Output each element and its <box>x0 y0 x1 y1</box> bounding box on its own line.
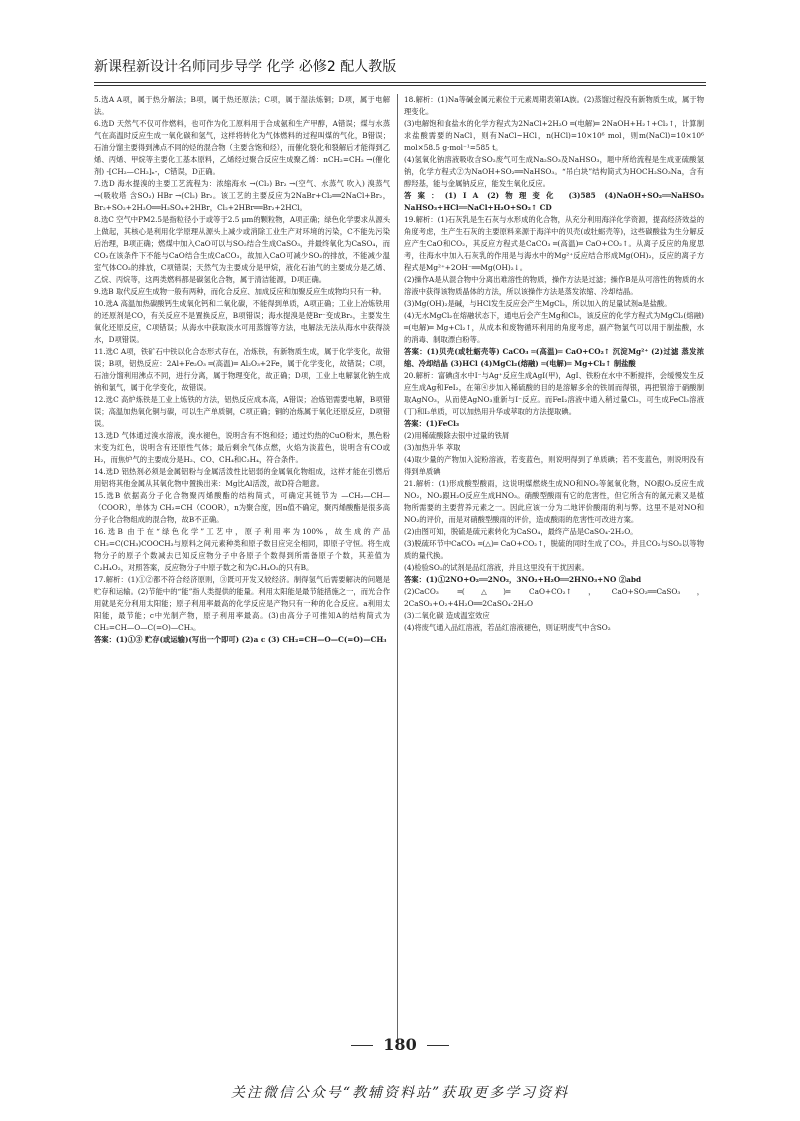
answer-item-15: 15.选B 依据高分子化合物聚丙烯酸酯的结构简式，可确定其链节为 —CH₂—CH—（COOR），单体为 CH₂=CH（COOR），n为聚合度，因n值不确定，聚丙烯酸酯是很多高分子化合物组成的混合物，故B不正确。 <box>94 491 390 524</box>
page-number <box>0 1035 800 1054</box>
right-column <box>404 94 704 634</box>
answer-item-21-answer-2: (2)CaCO₃ ═(△)═ CaO+CO₂↑，CaO+SO₂══CaSO₃，2CaSO₃+O₂+4H₂O══2CaSO₄·2H₂O <box>404 587 704 608</box>
page-number-dash-left <box>351 1045 373 1046</box>
answer-item-21-answer-4: (4)将废气通入品红溶液，若品红溶液褪色，则证明废气中含SO₂ <box>404 623 611 632</box>
answer-item-19-analysis: 19.解析：(1)石灰乳是生石灰与水形成的化合物，从充分利用海洋化学资源，提高经济效益的角度考虑，生产生石灰的主要原料来源于海洋中的贝壳(或牡蛎壳等)，这些碳酸盐为生分解反应产生CaO和CO₂，其反应方程式是CaCO₃ ═(高温)═ CaO+CO₂↑。从离子反应的角度思考，往海水中加入石灰乳的作用是与海水中的Mg²⁺反应结合形成Mg(OH)₂，反应的离子方程式是Mg²⁺+2OH⁻══Mg(OH)₂↓。 <box>404 215 704 272</box>
answer-item-19-part2: (2)操作A是从混合物中分离出难溶性的物质，操作方法是过滤；操作B是从可溶性的物质的水溶液中获得该物质晶体的方法，所以该操作方法是蒸发浓缩、冷却结晶。 <box>404 275 704 296</box>
answer-item-20-part2: (2)用稀硫酸除去银中过量的铁屑 <box>404 431 510 440</box>
footer-watermark: 关注微信公众号“教辅资料站”获取更多学习资料 <box>230 1085 570 1101</box>
answer-item-5: 5.选A A项，属于热分解法；B项，属于热还原法；C项，属于湿法炼铜；D项，属于电解法。 <box>94 95 390 116</box>
answer-item-20-analysis: 20.解析：富碘卤水中I⁻与Ag⁺反应生成AgI(甲)，AgI、铁粉在水中不断搅拌，会缓慢发生反应生成Ag和FeI₂，在第④步加入稀硫酸的目的是溶解多余的铁屑而得银，再把银溶于硝酸制取AgNO₃，从而使AgNO₃重新与I⁻反应。而FeI₂溶液中通入稍过量Cl₂，可生成FeCl₃溶液(丁)和I₂单质，可以加热用升华或萃取的方法提取碘。 <box>404 371 704 416</box>
answer-item-19-answer: 答案：(1)贝壳(或牡蛎壳等) CaCO₃ ═(高温)═ CaO+CO₂↑ 沉淀Mg²⁺ (2)过滤 蒸发浓缩、冷却结晶 (3)HCl (4)MgCl₂(熔融) ═(电解)═ Mg+Cl₂↑ 制盐酸 <box>404 347 704 368</box>
answer-item-18-part3: (3)电解饱和食盐水的化学方程式为2NaCl+2H₂O ═(电解)═ 2NaOH+H₂↑+Cl₂↑，计算制求盐酸需要的NaCl，则有NaCl~HCl，n(HCl)=10×10⁶ mol，则m(NaCl)=10×10⁶ mol×58.5 g·mol⁻¹=585 t。 <box>404 119 704 152</box>
answer-item-20-part3: (3)加热升华 萃取 <box>404 443 461 452</box>
answer-item-9: 9.选B 取代反应生成物一般有两种，而化合反应、加成反应和加聚反应生成物均只有一种。 <box>94 287 386 296</box>
answer-item-8: 8.选C 空气中PM2.5是指粒径小于或等于2.5 μm的颗粒物，A项正确；绿色化学要求从源头上做起，其核心是利用化学原理从源头上减少或消除工业生产对环境的污染，C不能先污染后治理，B项正确；燃煤中加入CaO可以与SO₂结合生成CaSO₃，并最终氧化为CaSO₄，而CO₂在该条件下不能与CaO结合生成CaCO₃，故加入CaO可减少SO₂的排放，不能减少温室气体CO₂的排放，C项错误；天然气为主要成分是甲烷，液化石油气的主要成分是乙烯、乙烷、丙烷等，这两类燃料都是碳氢化合物，属于清洁能源，D项正确。 <box>94 215 390 284</box>
answer-item-11: 11.选C A项，铁矿石中铁以化合态形式存在，冶炼铁，有新物质生成，属于化学变化，故错误；B项，铝热反应：2Al+Fe₂O₃ ═(高温)═ Al₂O₃+2Fe，属于化学变化，故错误；C项，石油分馏利用沸点不同，进行分离，属于物理变化，故正确；D项，工业上电解氯化钠生成钠和氯气，属于化学变化，故错误。 <box>94 347 390 392</box>
answer-item-14: 14.选D 铝热剂必须是金属铝粉与金属活泼性比铝弱的金属氧化物组成，这样才能在引燃后用铝将其他金属从其氧化物中置换出来：Mg比Al活泼，故D符合题意。 <box>94 467 390 488</box>
answer-item-21-answer-3: (3)二氧化碳 造成温室效应 <box>404 611 490 620</box>
answer-item-21-answer: 答案：(1)①2NO+O₂══2NO₂，3NO₂+H₂O══2HNO₃+NO ②abd <box>404 575 642 584</box>
answer-item-18-part4: (4)氢氧化钠溶液吸收含SO₂废气可生成Na₂SO₃及NaHSO₃，题中所给流程是生成亚硫酸氢钠，化学方程式②为NaOH+SO₂══NaHSO₃。“吊白块”结构简式为HOCH₂SO₃Na，含有醇羟基，能与金属钠反应，能发生氧化反应。 <box>404 155 704 188</box>
answer-item-20-answer: 答案：(1)FeCl₃ <box>404 419 460 428</box>
header-rule-thin <box>94 85 706 86</box>
answer-item-21-part4: (4)检验SO₂的试剂是品红溶液，并且这里没有干扰因素。 <box>404 563 589 572</box>
answer-item-16: 16.选B 由于在“绿色化学”工艺中，原子利用率为100%，故生成的产品CH₂=C(CH₃)COOCH₃与原料之间元素种类和原子数目应完全相同，即原子守恒。将生成物分子的原子个数减去已知反应物分子中各原子个数得到所需备原子个数，其差值为C₂H₄O₂，对照答案，反应物分子中原子数之和为C₂H₄O₂的只有B。 <box>94 527 390 572</box>
left-column <box>94 94 390 646</box>
answer-item-7: 7.选D 海水提溴的主要工艺流程为：浓缩海水 →(Cl₂) Br₂ →(空气、水蒸气 吹入) 溴蒸气 →(吸收塔 含SO₂) HBr →(Cl₂) Br₂。该工艺的主要反应为2NaBr+Cl₂══2NaCl+Br₂，Br₂+SO₂+2H₂O══H₂SO₄+2HBr，Cl₂+2HBr══Br₂+2HCl。 <box>94 179 390 212</box>
page-number-text: 180 <box>383 1035 417 1054</box>
answer-item-18-analysis: 18.解析：(1)Na等碱金属元素位于元素周期表第ⅠA族。(2)蒸馏过程没有新物质生成，属于物理变化。 <box>404 95 704 116</box>
answer-item-19-part4: (4)无水MgCl₂在熔融状态下，通电后会产生Mg和Cl₂，该反应的化学方程式为MgCl₂(熔融) ═(电解)═ Mg+Cl₂↑，从成本和废物循环利用的角度考虑，副产物氯气可以用于制盐酸，水的消毒、制取漂白粉等。 <box>404 311 704 344</box>
answer-item-6: 6.选D 天然气不仅可作燃料，也可作为化工原料用于合成氨和生产甲醇，A错误；煤与水蒸气在高温时反应生成一氧化碳和氢气，这样将转化为气体燃料的过程叫煤的气化，B错误；石油分馏主要得到沸点不同的烃的混合物（主要含饱和烃），而催化裂化和裂解后才能得到乙烯、丙烯、甲烷等主要化工基本原料，乙烯经过聚合反应生成聚乙烯：nCH₂=CH₂ →(催化剂) -[CH₂—CH₂]ₙ-，C错误，D正确。 <box>94 119 390 176</box>
answer-item-21-part2: (2)由图可知，脱硫是硫元素转化为CaSO₄，最终产品是CaSO₄·2H₂O。 <box>404 527 638 536</box>
column-divider <box>397 94 398 1040</box>
answer-item-21-analysis: 21.解析：(1)形成酸型酸雨，这说明煤燃烧生成NO和NO₂等氮氧化物，NO跟O₂反应生成NO₂，NO₂跟H₂O反应生成HNO₃。硝酸型酸雨有它的危害性，但它所含有的氮元素又是植物所需要的主要营养元素之一。因此应该一分为二地评价酸雨的利与弊。这里不是对NO和NO₂的评价，而是对硝酸型酸雨的评价，造成酸雨的危害性可改进方案。 <box>404 479 704 524</box>
answer-item-17-analysis: 17.解析：(1)①②都不符合经济原则，③既可开发又较经济。制得氢气后需要解决的问题是贮存和运输。(2)节能中的“能”指人类提供的能量。利用太阳能是最节能措施之一，而光合作用就是充分利用太阳能；原子利用率最高的化学反应是产物只有一种的化合反应。a利用太阳能，最节能；c中光制产物，原子利用率最高。(3)由高分子可推知A的结构简式为CH₂=CH—O—C(=O)—CH₃。 <box>94 575 390 632</box>
answer-item-20-part4: (4)取少量的产物加入淀粉溶液，若变蓝色，则说明得到了单质碘；若不变蓝色，则说明没有得到单质碘 <box>404 455 704 476</box>
answer-item-10: 10.选A 高温加热碳酸钙生成氧化钙和二氧化碳，不能得到单质，A项正确；工业上冶炼铁用的还原剂是CO，有关反应不是置换反应，B项错误；海水提溴是使Br⁻变成Br₂，主要发生氧化还原反应，C项错误；从海水中获取淡水可用蒸馏等方法，电解法无法从海水中获得淡水，D项错误。 <box>94 299 390 344</box>
answer-item-21-part3: (3)脱硫环节中CaCO₃ ═(△)═ CaO+CO₂↑，脱硫的同时生成了CO₂，并且CO₂与SO₂以等物质的量代换。 <box>404 539 704 560</box>
answer-item-18-answer: 答案：(1)ⅠA (2)物理变化 (3)585 (4)NaOH+SO₂══NaHSO₃ NaHSO₃+HCl══NaCl+H₂O+SO₂↑ CD <box>404 191 704 212</box>
answer-item-19-part3: (3)Mg(OH)₂是碱，与HCl发生反应会产生MgCl₂，所以加入的足量试剂a是盐酸。 <box>404 299 672 308</box>
answer-item-12: 12.选C 高炉炼铁是工业上炼铁的方法，铝热反应成本高，A错误；冶炼铝需要电解，B项错误；高温加热氧化铜与碳，可以生产单质铜，C项正确；铜的冶炼属于氧化还原反应，D项错误。 <box>94 395 391 428</box>
answer-item-17-answer: 答案：(1)①③ 贮存(或运输)(写出一个即可) (2)a c (3) CH₂=CH—O—C(=O)—CH₃ <box>94 635 387 644</box>
header-rule <box>94 82 706 83</box>
running-header: 新课程新设计名师同步导学 化学 必修2 配人教版 <box>94 59 397 75</box>
page-number-dash-right <box>427 1045 449 1046</box>
answer-item-13: 13.选D 气体通过溴水溶液，溴水褪色，说明含有不饱和烃；通过灼热的CuO粉末，黑色粉末变为红色，说明含有还原性气体；最后剩余气体点燃，火焰为淡蓝色，说明含有CO或H₂，而焦炉气的主要成分是H₂、CO、CH₄和C₂H₄，符合条件。 <box>94 431 390 464</box>
